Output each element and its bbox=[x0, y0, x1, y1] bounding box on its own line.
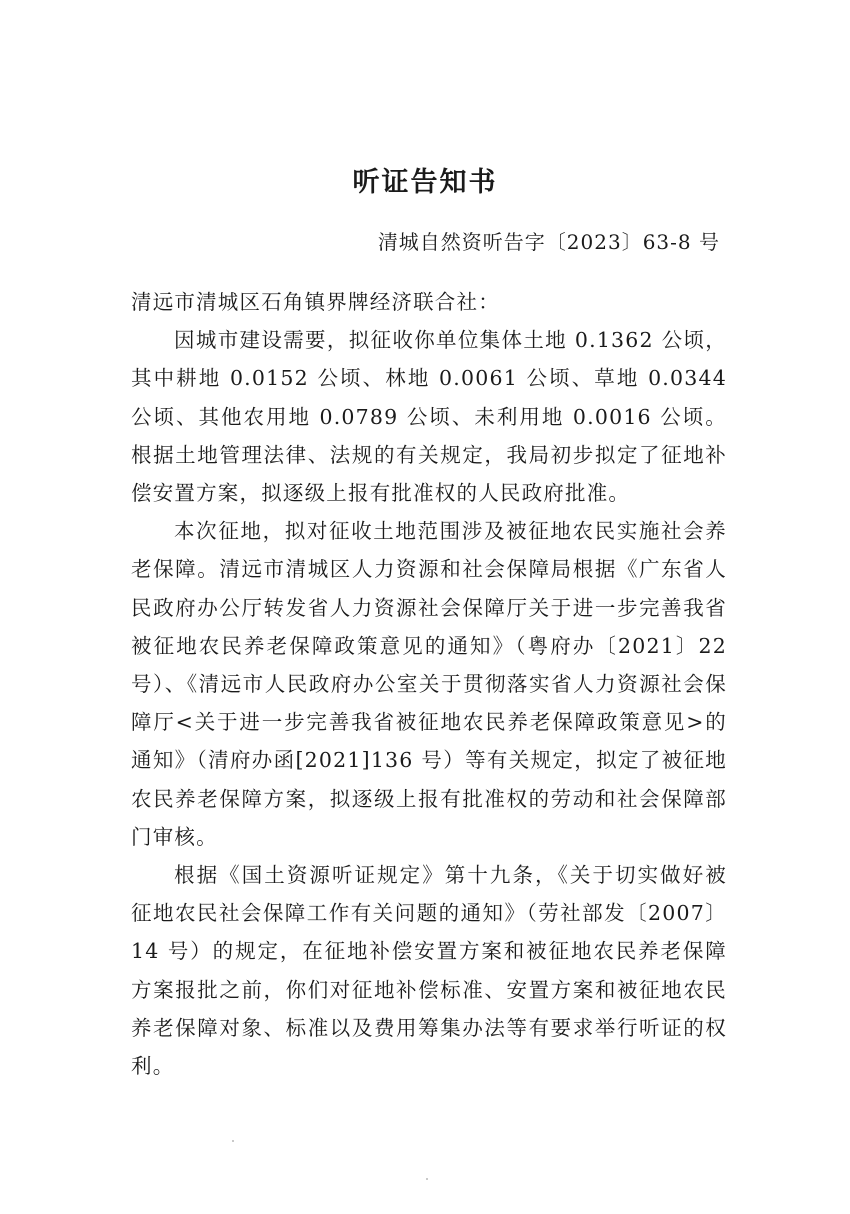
salutation: 清远市清城区石角镇界牌经济联合社： bbox=[131, 290, 500, 314]
document-title: 听证告知书 bbox=[352, 167, 498, 198]
document-number: 清城自然资听告字〔2023〕63-8 号 bbox=[377, 230, 720, 254]
paragraph-pension-security: 本次征地，拟对征收土地范围涉及被征地农民实施社会养老保障。清远市清城区人力资源和社会保障局根据《广东省人民政府办公厅转发省人力资源社会保障厅关于进一步完善我省被征地农民养老保障政策意见的通知》（粤府办〔2021〕22 号）、《清远市人民政府办公室关于贯彻落实省人力资源社会保障厅<关于进一步完善我省被征地农民养老保障政策意见>的通知》（清府办函[2021]136 号）等有关规定，拟定了被征地农民养老保障方案，拟逐级上报有批准权的劳动和社会保障部门审核。 bbox=[131, 519, 727, 849]
document-body bbox=[131, 283, 727, 1085]
scan-speck bbox=[426, 1178, 428, 1180]
paragraph-hearing-rights: 根据《国土资源听证规定》第十九条，《关于切实做好被征地农民社会保障工作有关问题的通知》（劳社部发〔2007〕14 号）的规定，在征地补偿安置方案和被征地农民养老保障方案报批之前，你们对征地补偿标准、安置方案和被征地农民养老保障对象、标准以及费用筹集办法等有要求举行听证的权利。 bbox=[131, 863, 727, 1079]
scan-speck bbox=[232, 1140, 234, 1142]
paragraph-land-acquisition: 因城市建设需要，拟征收你单位集体土地 0.1362 公顷，其中耕地 0.0152 公顷、林地 0.0061 公顷、草地 0.0344 公顷、其他农用地 0.0789 公顷、未利用地 0.0016 公顷。根据土地管理法律、法规的有关规定，我局初步拟定了征地补偿安置方案，拟逐级上报有批准权的人民政府批准。 bbox=[131, 328, 727, 506]
